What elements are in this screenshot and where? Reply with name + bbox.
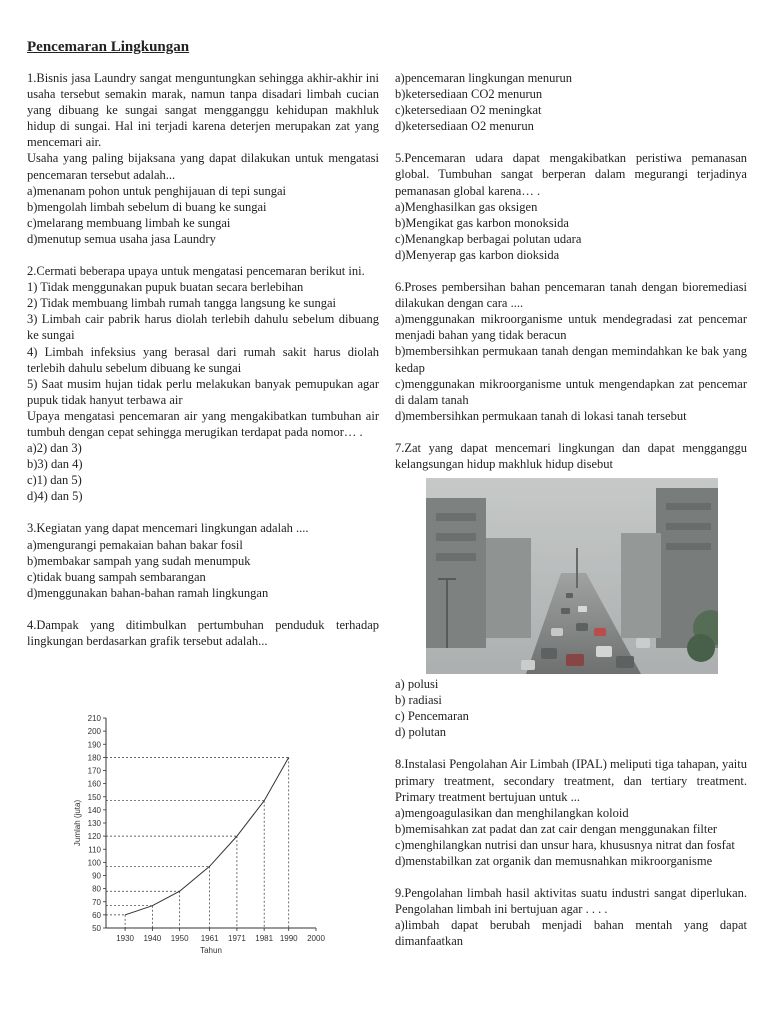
page-title: Pencemaran Lingkungan <box>27 39 190 55</box>
question-1-option: d)menutup semua usaha jasa Laundry <box>27 231 216 246</box>
question-4 <box>27 617 379 649</box>
question-9 <box>395 885 747 949</box>
x-tick-label: 1950 <box>170 934 189 943</box>
y-tick-label: 50 <box>92 924 101 933</box>
question-4-option: c)ketersediaan O2 meningkat <box>395 103 542 118</box>
y-tick-label: 180 <box>87 753 101 763</box>
question-5-option: c)Menangkap berbagai polutan udara <box>395 231 582 246</box>
smog-street-image <box>426 478 718 674</box>
y-tick-label: 110 <box>88 845 101 855</box>
question-8 <box>395 756 747 869</box>
question-8-option: c)menghilangkan nutrisi dan unsur hara, khususnya nitrat dan fosfat <box>395 837 735 852</box>
x-tick-label: 1981 <box>255 934 274 943</box>
question-3-option: a)mengurangi pemakaian bahan bakar fosil <box>27 537 243 552</box>
question-8-option: b)memisahkan zat padat dan zat cair dengan menggunakan filter <box>395 821 718 836</box>
question-4-option: b)ketersediaan CO2 menurun <box>395 87 543 102</box>
question-2-stem: 2.Cermati beberapa upaya untuk mengatasi pencemaran berikut ini. <box>27 264 365 279</box>
question-6-option: d)membersihkan permukaan tanah di lokasi tanah tersebut <box>395 408 687 423</box>
question-1-option: b)mengolah limbah sebelum di buang ke sungai <box>27 199 267 214</box>
question-8-stem: 8.Instalasi Pengolahan Air Limbah (IPAL) meliputi tiga tahapan, yaitu primary treatment, secondary treatment, dan tertiary treatment. Primary treatment bertujuan untuk ... <box>395 757 747 804</box>
question-5-stem: 5.Pencemaran udara dapat mengakibatkan peristiwa pemanasan global. Tumbuhan sangat berperan dalam megurangi terjadinya pemanasan global karena… . <box>395 151 747 198</box>
y-tick-label: 150 <box>87 792 101 802</box>
y-tick-label: 210 <box>87 714 101 723</box>
question-7-option: b) radiasi <box>395 693 442 708</box>
y-tick-label: 70 <box>92 897 101 907</box>
question-6 <box>395 279 747 424</box>
question-2-stem2: Upaya mengatasi pencemaran air yang mengakibatkan tumbuhan air tumbuh dengan cepat sehingga merugikan terdapat pada nomor… . <box>27 408 379 439</box>
question-2-option: c)1) dan 5) <box>27 473 82 488</box>
x-axis-label: Tahun <box>200 946 222 955</box>
question-6-option: c)menggunakan mikroorganisme untuk mengendapkan zat pencemar di dalam tanah <box>395 376 747 407</box>
x-tick-label: 1990 <box>279 934 298 943</box>
question-4-option: d)ketersediaan O2 menurun <box>395 119 534 134</box>
question-2-item: 3) Limbah cair pabrik harus diolah terlebih dahulu sebelum dibuang ke sungai <box>27 312 379 343</box>
question-4-option: a)pencemaran lingkungan menurun <box>395 71 573 85</box>
question-2-option: b)3) dan 4) <box>27 457 83 472</box>
question-5 <box>395 150 747 263</box>
y-tick-label: 190 <box>87 740 101 750</box>
x-tick-label: 1940 <box>143 934 162 943</box>
y-tick-label: 120 <box>87 832 101 842</box>
question-2-option: d)4) dan 5) <box>27 489 83 504</box>
x-tick-label: 1961 <box>200 934 219 943</box>
question-7-option: c) Pencemaran <box>395 709 469 724</box>
y-tick-label: 130 <box>87 819 101 828</box>
y-tick-label: 170 <box>87 766 101 776</box>
y-tick-label: 100 <box>87 858 101 868</box>
question-1-stem2: Usaha yang paling bijaksana yang dapat dilakukan untuk mengatasi pencemaran tersebut adalah... <box>27 151 379 182</box>
question-1 <box>27 70 379 247</box>
y-tick-label: 160 <box>87 779 101 789</box>
question-8-option: a)mengoagulasikan dan menghilangkan koloid <box>395 805 629 820</box>
question-5-option: a)Menghasilkan gas oksigen <box>395 199 538 214</box>
question-6-option: b)membersihkan permukaan tanah dengan memindahkan ke bak yang kedap <box>395 344 747 375</box>
question-7-option: d) polutan <box>395 725 447 740</box>
y-axis-label: Jumlah (juta) <box>73 799 82 847</box>
question-8-option: d)menstabilkan zat organik dan memusnahkan mikroorganisme <box>395 854 713 868</box>
polluted-city-photo <box>426 478 718 674</box>
question-4-stem: 4.Dampak yang ditimbulkan pertumbuhan penduduk terhadap lingkungan berdasarkan grafik tersebut adalah... <box>27 617 379 648</box>
question-7-stem: 7.Zat yang dapat mencemari lingkungan dan dapat mengganggu kelangsungan hidup makhluk hidup disebut <box>395 440 747 471</box>
y-tick-label: 140 <box>87 805 101 815</box>
question-9-stem: 9.Pengolahan limbah hasil aktivitas suatu industri sangat diperlukan. Pengolahan limbah ini bertujuan agar . . . . <box>395 886 747 917</box>
question-7-option: a) polusi <box>395 677 439 692</box>
question-1-stem: 1.Bisnis jasa Laundry sangat menguntungkan sehingga akhir-akhir ini usaha tersebut semakin marak, namun tanpa disadari limbah cucian yang dibuang ke sungai sangat mengganggu kehidupan makhluk hidup di sungai. Hal ini terjadi karena deterjen merupakan zat yang mencemari air. <box>27 71 379 150</box>
y-tick-label: 80 <box>92 884 101 894</box>
question-3-option: b)membakar sampah yang sudah menumpuk <box>27 553 251 568</box>
population-line-chart <box>66 712 336 957</box>
population-chart <box>66 712 336 957</box>
x-tick-label: 2000 <box>307 934 325 943</box>
question-2-item: 1) Tidak menggunakan pupuk buatan secara berlebihan <box>27 280 304 295</box>
x-tick-label: 1971 <box>228 934 246 943</box>
question-9-option: a)limbah dapat berubah menjadi bahan mentah yang dapat dimanfaatkan <box>395 918 747 949</box>
question-6-option: a)menggunakan mikroorganisme untuk mendegradasi zat pencemar menjadi bahan yang tidak beracun <box>395 312 747 343</box>
question-3-option: d)menggunakan bahan-bahan ramah lingkungan <box>27 585 269 600</box>
question-2 <box>27 263 379 504</box>
x-tick-label: 1930 <box>116 934 134 943</box>
question-2-option: a)2) dan 3) <box>27 441 82 456</box>
y-tick-label: 90 <box>92 871 101 881</box>
question-4-options <box>395 70 747 134</box>
question-5-option: d)Menyerap gas karbon dioksida <box>395 247 560 262</box>
left-column <box>27 70 379 649</box>
y-tick-label: 60 <box>92 910 101 920</box>
question-5-option: b)Mengikat gas karbon monoksida <box>395 215 569 230</box>
question-3 <box>27 520 379 600</box>
question-6-stem: 6.Proses pembersihan bahan pencemaran tanah dengan bioremediasi dilakukan dengan cara .... <box>395 280 747 311</box>
question-3-stem: 3.Kegiatan yang dapat mencemari lingkungan adalah .... <box>27 521 309 536</box>
question-2-item: 2) Tidak membuang limbah rumah tangga langsung ke sungai <box>27 296 336 311</box>
question-2-item: 4) Limbah infeksius yang berasal dari rumah sakit harus diolah terlebih dahulu sebelum dibuang ke sungai <box>27 344 379 375</box>
y-tick-label: 200 <box>87 727 101 737</box>
question-1-option: c)melarang membuang limbah ke sungai <box>27 215 231 230</box>
question-3-option: c)tidak buang sampah sembarangan <box>27 569 206 584</box>
question-1-option: a)menanam pohon untuk penghijauan di tepi sungai <box>27 183 286 198</box>
question-2-item: 5) Saat musim hujan tidak perlu melakukan banyak pemupukan agar pupuk tidak hanyut terbawa air <box>27 376 379 407</box>
